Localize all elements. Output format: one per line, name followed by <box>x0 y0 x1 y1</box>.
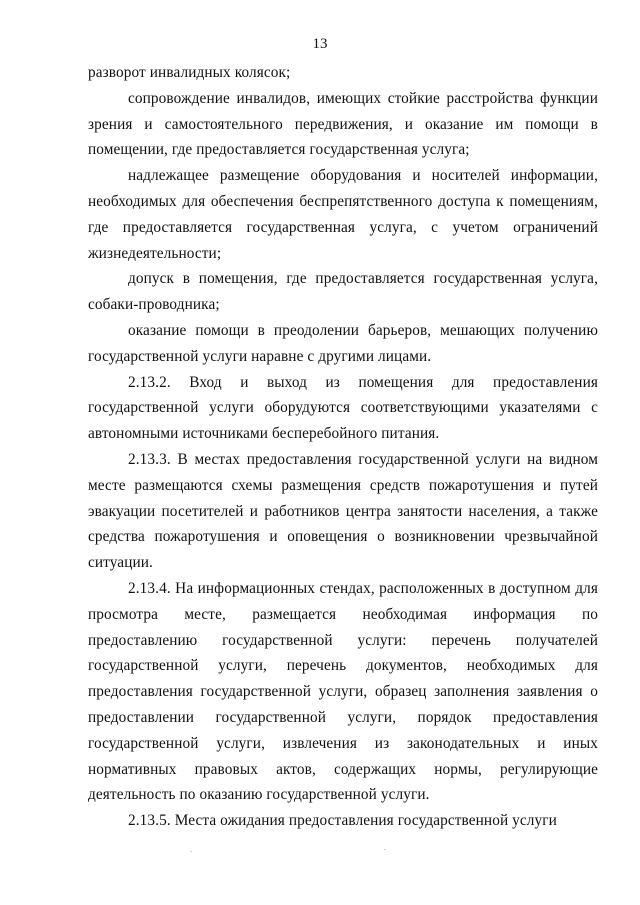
paragraph-7: 2.13.3. В местах предоставления государственной услуги на видном месте размещаются схемы размещения средств пожаротушения и путей эвакуации посетителей и работников центра занятости населения, а также средства пожаротушения и оповещения о возникновении чрезвычайной ситуации. <box>88 450 598 572</box>
paragraph-1: разворот инвалидных колясок; <box>88 64 291 81</box>
document-body <box>88 60 598 834</box>
paragraph-5: оказание помощи в преодолении барьеров, мешающих получению государственной услуги наравне с другими лицами. <box>88 321 598 365</box>
scan-dot: . <box>384 843 386 852</box>
paragraph-4: допуск в помещения, где предоставляется государственная услуга, собаки-проводника; <box>88 270 598 314</box>
paragraph-6: 2.13.2. Вход и выход из помещения для предоставления государственной услуги оборудуются соответствующими указателями с автономными источниками бесперебойного питания. <box>88 373 598 443</box>
page-number: 13 <box>312 36 328 52</box>
scan-dot: . <box>190 845 192 854</box>
paragraph-3: надлежащее размещение оборудования и носителей информации, необходимых для обеспечения беспрепятственного доступа к помещениям, где предоставляется государственная услуга, с учетом ограничений жизнедеятельности; <box>88 167 598 262</box>
paragraph-2: сопровождение инвалидов, имеющих стойкие расстройства функции зрения и самостоятельного передвижения, и оказание им помощи в помещении, где предоставляется государственная услуга; <box>88 89 598 159</box>
paragraph-9: 2.13.5. Места ожидания предоставления государственной услуги <box>128 812 557 830</box>
paragraph-8: 2.13.4. На информационных стендах, расположенных в доступном для просмотра месте, размещается необходимая информация по предоставлению государственной услуги: перечень получателей государственной услуги, перечень документов, необходимых для предоставления государственной услуги, образец заполнения заявления о предоставлении государственной услуги, порядок предоставления государственной услуги, извлечения из законодательных и иных нормативных правовых актов, содержащих нормы, регулирующие деятельность по оказанию государственной услуги. <box>88 579 598 804</box>
